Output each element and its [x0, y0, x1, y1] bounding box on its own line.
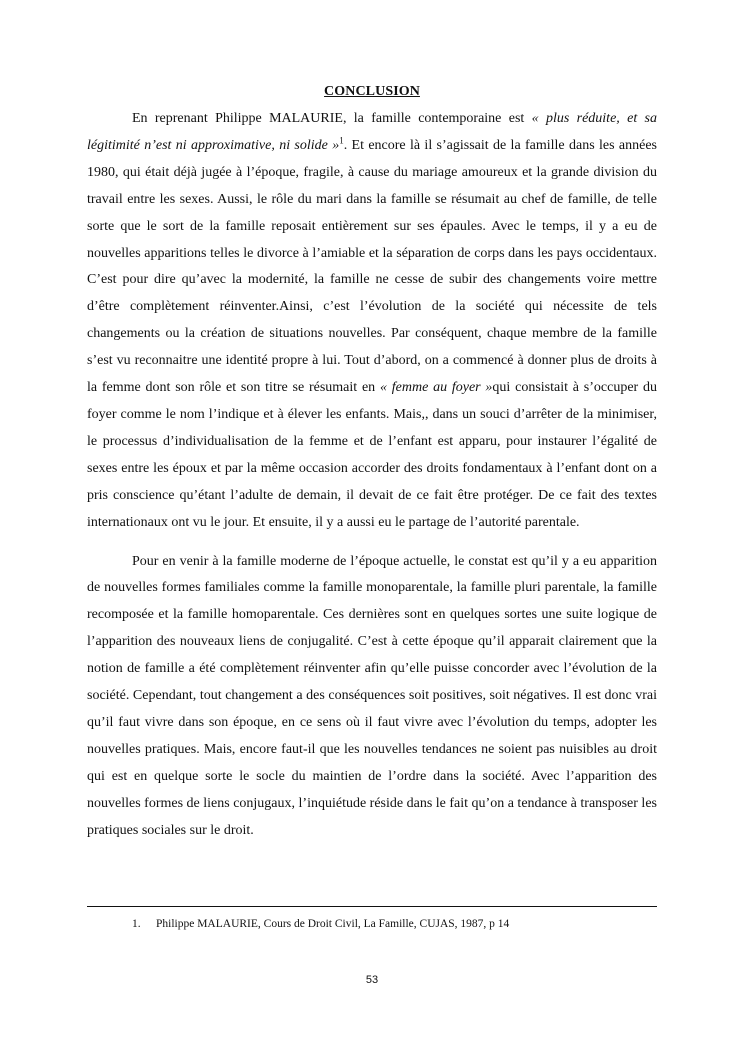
paragraph-2: Pour en venir à la famille moderne de l’époque actuelle, le constat est qu’il y a eu apparition de nouvelles formes familiales comme la famille monoparentale, la famille pluri parentale, la famille recomposée et la famille homoparentale. Ces dernières sont en quelques sortes une suite logique de l’apparition des nouveaux liens de conjugalité. C’est à cette époque qu’il apparait clairement que la notion de famille a été complètement réinventer afin qu’elle puisse concorder avec l’évolution de la société. Cependant, tout changement a des conséquences soit positives, soit négatives. Il est donc vrai qu’il faut vivre dans son époque, en ce sens où il faut vivre avec l’évolution du temps, adopter les nouvelles pratiques. Mais, encore faut-il que les nouvelles tendances ne soient pas nuisibles au droit qui est en quelque sorte le socle du maintien de l’ordre dans la société. Avec l’apparition des nouvelles formes de liens conjugaux, l’inquiétude réside dans le fait qu’on a tendance à transposer les pratiques sociales sur le droit.	[87, 553, 657, 838]
quote-malaurie: « plus réduite, et sa légitimité n’est ni approximative, ni solide »	[87, 111, 658, 153]
paragraph-1-text-b: . Et encore là il s’agissait de la famille dans les années 1980, qui était déjà jugée à l’époque, fragile, à cause du mariage amoureux et la grande division du travail entre les sexes. Aussi, le rôle du mari dans la famille se résumait au chef de famille, de telle sorte que le sort de la famille reposait entièrement sur ses épaules. Avec le temps, il y a eu de nouvelles apparitions telles le divorce à l’amiable et la séparation de corps dans les pays occidentaux. C’est pour dire qu’avec la modernité, la famille ne cesse de subir des changements voire mettre d’être complètement réinventer.Ainsi, c’est l’évolution de la société qui nécessite de tels changements ou la création de situations nouvelles. Par conséquent, chaque membre de la famille s’est vu reconnaitre une identité propre à lui. Tout d’abord, on a commencé à donner plus de droits à la femme dont son rôle et son titre se résumait en	[87, 137, 657, 396]
page-number: 53	[365, 974, 379, 986]
footnote-divider	[87, 906, 657, 907]
footnote-number: 1.	[132, 918, 141, 930]
footnote-reference[interactable]: 1	[339, 135, 344, 146]
paragraph-1-text-a: En reprenant Philippe MALAURIE, la famille contemporaine est	[132, 111, 532, 126]
page-title: CONCLUSION	[324, 84, 420, 99]
footnote-text: Philippe MALAURIE, Cours de Droit Civil, La Famille, CUJAS, 1987, p 14	[156, 918, 510, 930]
footnote	[132, 918, 509, 930]
paragraph-1	[87, 106, 657, 537]
quote-femme-au-foyer: « femme au foyer »	[379, 380, 493, 396]
page-body	[87, 84, 657, 844]
paragraph-1-text-c: qui consistait à s’occuper du foyer comme le nom l’indique et à élever les enfants. Mais,, dans un souci d’arrêter de la minimiser, le processus d’individualisation de la femme et de l’enfant est apparu, pour instaurer l’égalité de sexes entre les époux et par la même occasion accorder des droits fondamentaux à l’enfant dont on a pris conscience qu’étant l’adulte de demain, il devait de ce fait être protéger. De ce fait des textes internationaux ont vu le jour. Et ensuite, il y a aussi eu le partage de l’autorité parentale.	[87, 380, 657, 530]
